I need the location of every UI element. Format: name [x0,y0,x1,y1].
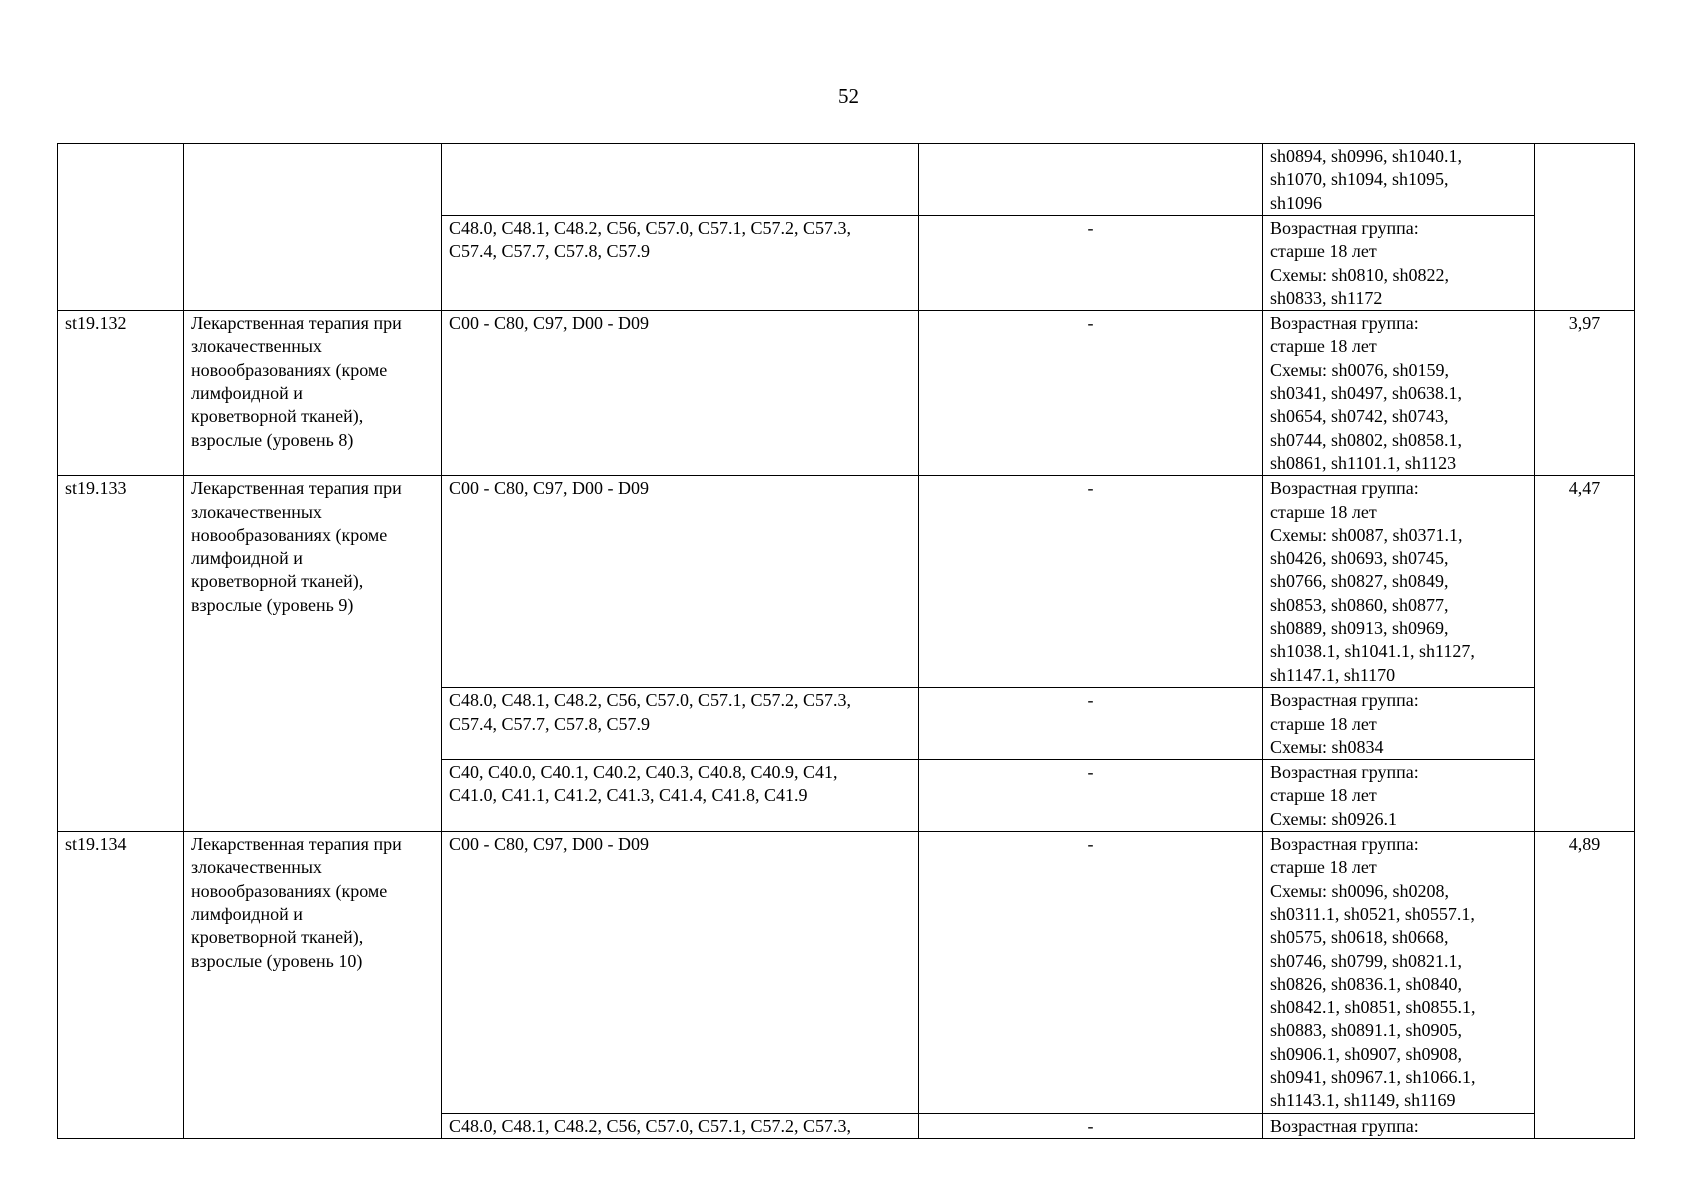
text-line: кроветворной тканей), [191,927,364,948]
text-line: Возрастная группа: [1270,762,1419,783]
text-line: sh1070, sh1094, sh1095, [1270,169,1449,190]
text-line: Возрастная группа: [1270,313,1419,334]
text-line: Схемы: sh0810, sh0822, [1270,264,1450,285]
text-line: лимфоидной и [191,383,303,404]
text-line: Лекарственная терапия при [191,834,402,855]
coefficient-cell: 4,89 [1535,832,1635,1139]
text-line: C41.0, C41.1, C41.2, C41.3, C41.4, C41.8, C41.9 [449,785,808,806]
text-line: C57.4, C57.7, C57.8, C57.9 [449,241,651,262]
additional-criteria-cell: - [919,688,1263,760]
text-line: sh0883, sh0891.1, sh0905, [1270,1020,1463,1041]
text-line: C48.0, C48.1, C48.2, C56, C57.0, C57.1, C57.2, C57.3, [449,1115,852,1136]
text-line: sh0341, sh0497, sh0638.1, [1270,383,1463,404]
text-line: C00 - C80, C97, D00 - D09 [449,834,650,855]
table-row [58,832,1635,1114]
ksg-name-cell [184,832,442,1139]
text-line: Возрастная группа: [1270,478,1419,499]
diagnosis-codes-cell [442,144,919,216]
ksg-code-cell: st19.134 [58,832,184,1139]
text-line: sh1038.1, sh1041.1, sh1127, [1270,641,1475,662]
additional-criteria-cell: - [919,311,1263,476]
text-line: Лекарственная терапия при [191,313,402,334]
text-line: sh0889, sh0913, sh0969, [1270,618,1449,639]
classification-criteria-cell [1263,832,1535,1114]
text-line: Схемы: sh0926.1 [1270,808,1398,829]
text-line: злокачественных [191,501,322,522]
text-line: Возрастная группа: [1270,1115,1419,1136]
text-line: злокачественных [191,336,322,357]
text-line: sh1147.1, sh1170 [1270,664,1396,685]
additional-criteria-cell: - [919,832,1263,1114]
text-line: кроветворной тканей), [191,406,364,427]
additional-criteria-cell: - [919,1113,1263,1138]
text-line: C00 - C80, C97, D00 - D09 [449,313,650,334]
text-line: sh0833, sh1172 [1270,287,1383,308]
text-line: Схемы: sh0076, sh0159, [1270,359,1450,380]
text-line: C00 - C80, C97, D00 - D09 [449,478,650,499]
text-line: старше 18 лет [1270,241,1377,262]
text-line: sh0311.1, sh0521, sh0557.1, [1270,903,1475,924]
text-line: sh0654, sh0742, sh0743, [1270,406,1449,427]
text-line: старше 18 лет [1270,336,1377,357]
text-line: новообразованиях (кроме [191,880,388,901]
text-line: C57.4, C57.7, C57.8, C57.9 [449,713,651,734]
diagnosis-codes-cell [442,832,919,1114]
coefficient-cell [1535,144,1635,311]
text-line: Возрастная группа: [1270,834,1419,855]
text-line: старше 18 лет [1270,713,1377,734]
text-line: Схемы: sh0096, sh0208, [1270,880,1450,901]
text-line: sh0826, sh0836.1, sh0840, [1270,973,1463,994]
ksg-code-cell: st19.132 [58,311,184,476]
page-number: 52 [838,84,859,108]
ksg-code-cell: st19.133 [58,476,184,832]
text-line: старше 18 лет [1270,857,1377,878]
table-body [58,144,1635,1139]
text-line: C48.0, C48.1, C48.2, C56, C57.0, C57.1, C57.2, C57.3, [449,690,852,711]
ksg-name-cell [184,311,442,476]
text-line: C40, C40.0, C40.1, C40.2, C40.3, C40.8, C40.9, C41, [449,762,838,783]
classification-criteria-cell [1263,760,1535,832]
classification-criteria-cell [1263,476,1535,688]
text-line: sh1143.1, sh1149, sh1169 [1270,1090,1456,1111]
classification-criteria-cell [1263,144,1535,216]
text-line: злокачественных [191,857,322,878]
diagnosis-codes-cell [442,311,919,476]
text-line: sh0853, sh0860, sh0877, [1270,594,1449,615]
text-line: sh0842.1, sh0851, sh0855.1, [1270,997,1476,1018]
text-line: sh0906.1, sh0907, sh0908, [1270,1043,1463,1064]
additional-criteria-cell [919,144,1263,216]
text-line: C48.0, C48.1, C48.2, C56, C57.0, C57.1, C57.2, C57.3, [449,218,852,238]
table-row [58,144,1635,216]
diagnosis-codes-cell [442,476,919,688]
diagnosis-codes-cell [442,1113,919,1138]
text-line: новообразованиях (кроме [191,359,388,380]
text-line: sh0426, sh0693, sh0745, [1270,548,1449,569]
text-line: новообразованиях (кроме [191,524,388,545]
text-line: взрослые (уровень 8) [191,429,354,450]
classification-criteria-cell [1263,1113,1535,1138]
text-line: Возрастная группа: [1270,218,1419,238]
text-line: sh0941, sh0967.1, sh1066.1, [1270,1067,1476,1088]
ksg-name-cell [184,144,442,311]
text-line: sh0744, sh0802, sh0858.1, [1270,429,1463,450]
text-line: старше 18 лет [1270,501,1377,522]
additional-criteria-cell: - [919,216,1263,311]
text-line: старше 18 лет [1270,785,1377,806]
additional-criteria-cell: - [919,760,1263,832]
ksg-code-cell [58,144,184,311]
text-line: sh0575, sh0618, sh0668, [1270,927,1449,948]
text-line: sh1096 [1270,192,1323,213]
coefficient-cell: 3,97 [1535,311,1635,476]
text-line: sh0766, sh0827, sh0849, [1270,571,1449,592]
text-line: sh0894, sh0996, sh1040.1, [1270,146,1463,166]
text-line: кроветворной тканей), [191,571,364,592]
classification-criteria-cell [1263,688,1535,760]
text-line: взрослые (уровень 9) [191,594,354,615]
text-line: Схемы: sh0834 [1270,736,1384,757]
diagnosis-codes-cell [442,688,919,760]
text-line: Возрастная группа: [1270,690,1419,711]
text-line: Схемы: sh0087, sh0371.1, [1270,524,1463,545]
ksg-name-cell [184,476,442,832]
tariff-table [57,143,1635,1139]
text-line: взрослые (уровень 10) [191,950,363,971]
text-line: Лекарственная терапия при [191,478,402,499]
text-line: лимфоидной и [191,903,303,924]
coefficient-cell: 4,47 [1535,476,1635,832]
diagnosis-codes-cell [442,216,919,311]
text-line: sh0746, sh0799, sh0821.1, [1270,950,1463,971]
classification-criteria-cell [1263,216,1535,311]
table-row [58,476,1635,688]
text-line: лимфоидной и [191,548,303,569]
diagnosis-codes-cell [442,760,919,832]
text-line: sh0861, sh1101.1, sh1123 [1270,452,1457,473]
table-row [58,311,1635,476]
additional-criteria-cell: - [919,476,1263,688]
classification-criteria-cell [1263,311,1535,476]
